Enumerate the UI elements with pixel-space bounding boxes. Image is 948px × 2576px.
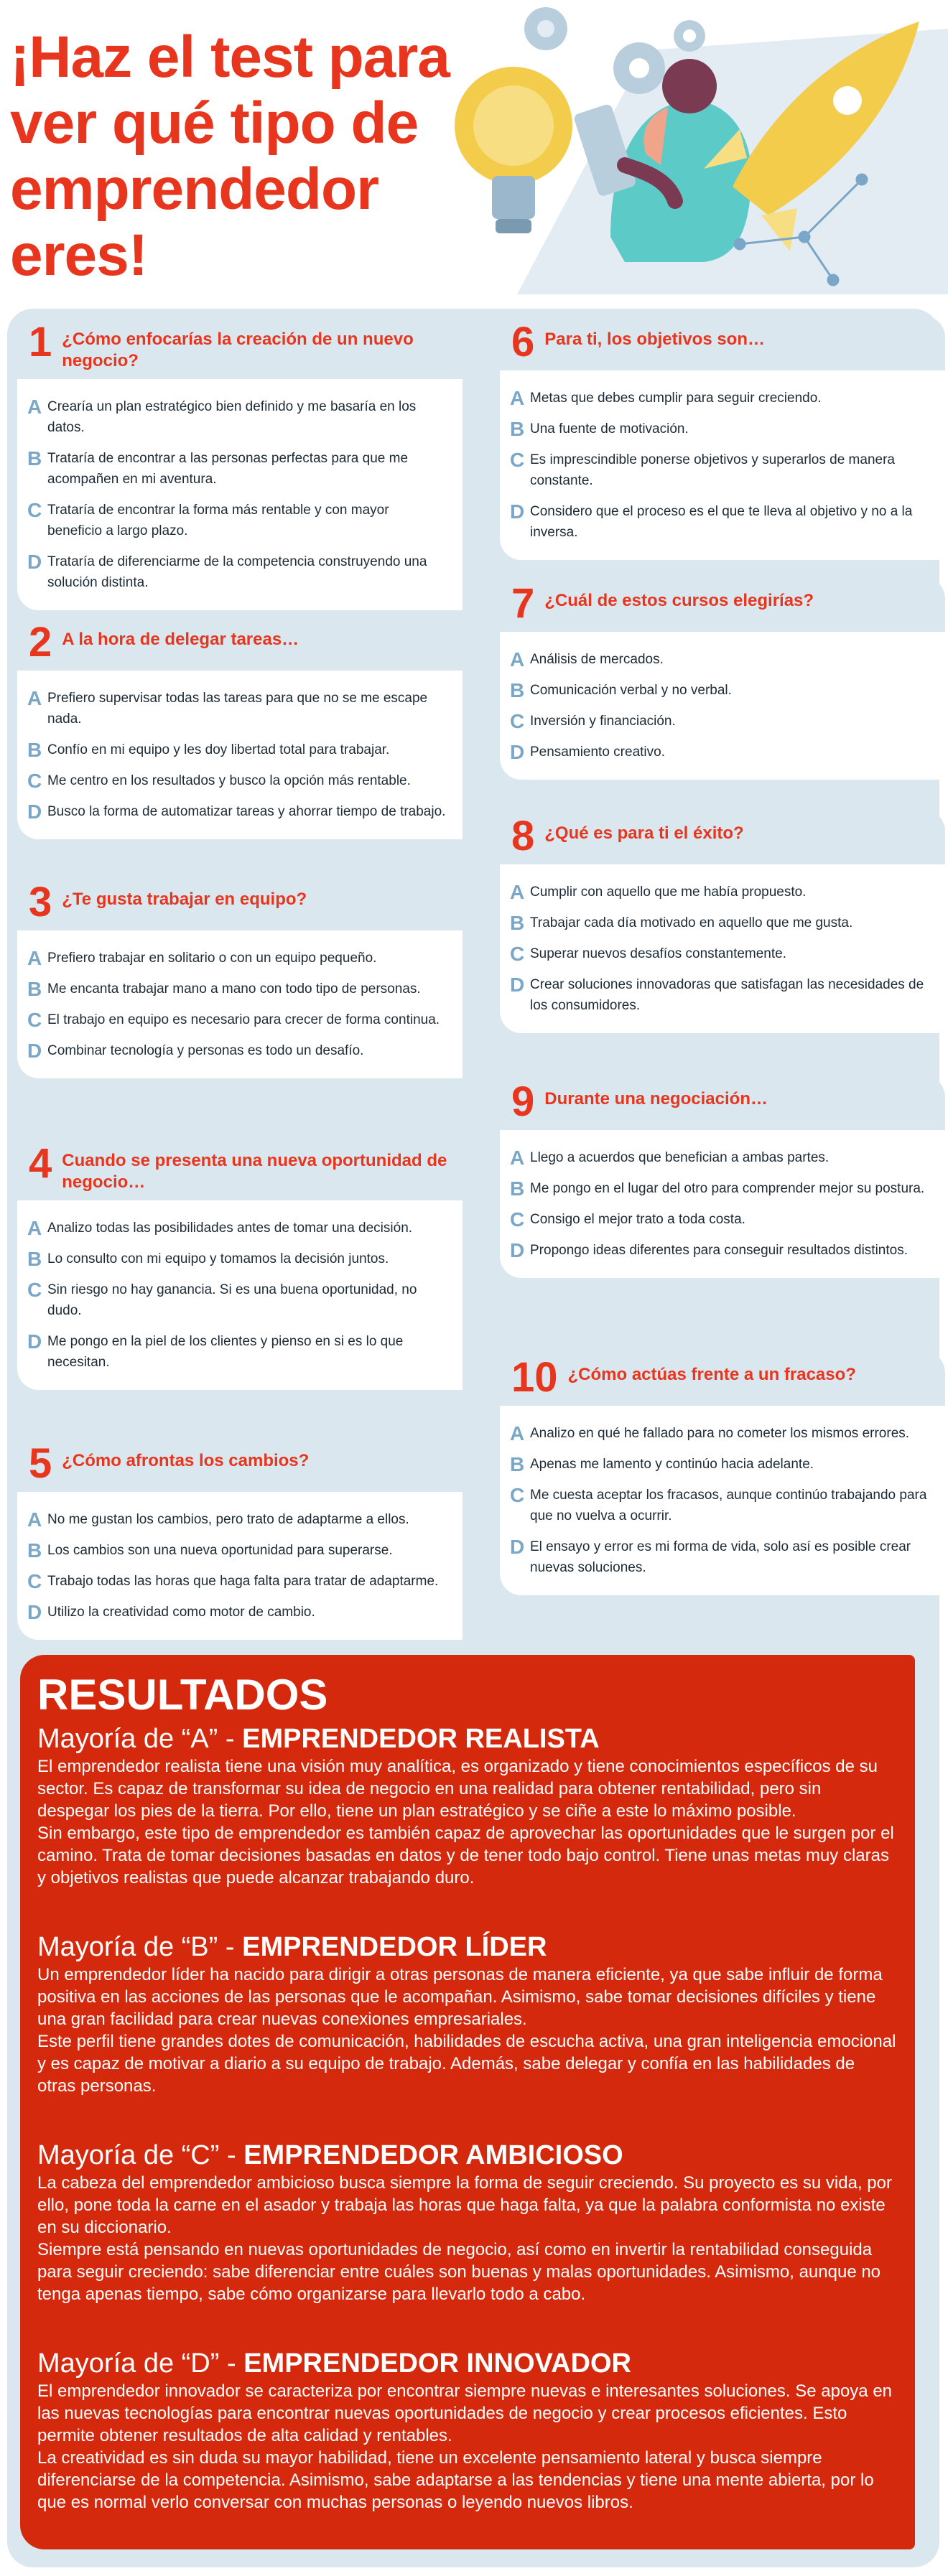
option-letter: B — [27, 978, 42, 1000]
option-d — [510, 1536, 929, 1578]
option-letter: A — [27, 1217, 42, 1239]
option-a — [27, 1218, 447, 1238]
option-letter: B — [27, 739, 42, 761]
option-text: Apenas me lamento y continúo hacia adelante. — [530, 1457, 814, 1472]
question-number: 7 — [511, 580, 535, 627]
profile-paragraph: Sin embargo, este tipo de emprendedor es también capaz de aprovechar las oportunidades que le surgen por el camino. Trata de tomar decisiones basadas en datos y de tener todo bajo control. Tiene unas metas muy claras y objetivos realistas que puede alcanzar trabajando duro. — [37, 1824, 894, 1887]
option-letter: A — [510, 648, 525, 671]
option-b — [510, 1454, 929, 1475]
option-a — [27, 1509, 447, 1530]
option-letter: A — [510, 387, 525, 409]
question-number: 3 — [29, 879, 52, 925]
question-options — [500, 632, 945, 780]
option-c — [510, 711, 929, 732]
header — [0, 0, 948, 302]
option-text: Análisis de mercados. — [530, 652, 664, 667]
question-text: Durante una negociación… — [544, 1089, 768, 1109]
option-letter: C — [27, 1279, 42, 1301]
question-text: ¿Te gusta trabajar en equipo? — [62, 890, 307, 909]
option-letter: A — [510, 1147, 525, 1169]
question-card — [17, 316, 463, 610]
question-options — [17, 930, 463, 1078]
profile-realista — [37, 1724, 898, 1889]
option-letter: C — [510, 943, 525, 965]
question-card — [500, 316, 945, 560]
question-text: ¿Cómo actúas frente a un fracaso? — [567, 1365, 856, 1384]
option-text: Pensamiento creativo. — [530, 745, 665, 760]
option-text: Prefiero supervisar todas las tareas para que no se me escape nada. — [47, 691, 428, 727]
option-c — [27, 1279, 447, 1321]
option-text: Una fuente de motivación. — [530, 421, 689, 437]
option-text: Trabajar cada día motivado en aquello que me gusta. — [530, 915, 853, 930]
option-letter: B — [27, 1539, 42, 1562]
question-card — [17, 876, 463, 1078]
question-number: 1 — [29, 319, 52, 365]
option-letter: D — [510, 500, 525, 523]
option-a — [27, 948, 447, 969]
profile-heading — [37, 1724, 898, 1754]
option-letter: C — [27, 1570, 42, 1592]
profile-paragraph: La creatividad es sin duda su mayor habilidad, tiene un excelente pensamiento lateral y busca siempre diferenciarse de la competencia. Asimismo, sabe adaptarse a las tendencias y tiene una mente abierta, por lo que es normal verlo conversar con muchas personas o leyendo nuevos libros. — [37, 2448, 874, 2512]
option-letter: D — [510, 1239, 525, 1261]
question-number: 8 — [511, 813, 535, 859]
option-text: Es imprescindible ponerse objetivos y superarlos de manera constante. — [530, 452, 895, 488]
option-letter: D — [510, 741, 525, 763]
question-card — [17, 1437, 463, 1640]
question-number: 9 — [511, 1078, 535, 1125]
gear-icon — [524, 7, 567, 50]
option-letter: D — [510, 974, 525, 996]
question-header — [500, 1351, 945, 1406]
option-b — [27, 739, 447, 760]
option-letter: C — [27, 1009, 42, 1031]
page-title: ¡Haz el test para ver qué tipo de emprendedor eres! — [10, 24, 450, 288]
option-letter: A — [27, 1508, 42, 1531]
profile-name: EMPRENDEDOR LÍDER — [242, 1932, 547, 1962]
question-header — [500, 577, 945, 632]
option-letter: B — [27, 1248, 42, 1270]
option-text: Inversión y financiación. — [530, 714, 676, 729]
option-text: Analizo todas las posibilidades antes de tomar una decisión. — [47, 1221, 413, 1236]
option-letter: A — [27, 947, 42, 969]
profile-name: EMPRENDEDOR AMBICIOSO — [243, 2140, 623, 2170]
results-section — [20, 1655, 915, 2549]
option-b — [27, 1249, 447, 1269]
question-header — [500, 1075, 945, 1130]
question-card — [500, 1075, 945, 1278]
profile-heading — [37, 2348, 898, 2379]
question-header — [500, 810, 945, 864]
question-text: ¿Qué es para ti el éxito? — [544, 823, 744, 843]
option-letter: A — [510, 881, 525, 903]
option-text: Crear soluciones innovadoras que satisfagan las necesidades de los consumidores. — [530, 977, 924, 1013]
profile-name: EMPRENDEDOR REALISTA — [242, 1724, 600, 1754]
option-text: Sin riesgo no hay ganancia. Si es una buena oportunidad, no dudo. — [47, 1282, 417, 1318]
profile-prefix: Mayoría de “B” - — [37, 1932, 235, 1962]
option-letter: D — [27, 801, 42, 823]
option-c — [510, 1209, 929, 1230]
option-text: El ensayo y error es mi forma de vida, solo así es posible crear nuevas soluciones. — [530, 1539, 911, 1575]
option-text: Trataría de encontrar a las personas perfectas para que me acompañen en mi aventura. — [47, 451, 409, 487]
question-text: Cuando se presenta una nueva oportunidad de negocio… — [62, 1151, 447, 1192]
option-letter: D — [27, 1040, 42, 1062]
question-card — [17, 1137, 463, 1390]
option-d — [510, 1240, 929, 1261]
question-number: 4 — [29, 1140, 52, 1187]
option-letter: C — [27, 499, 42, 521]
option-d — [27, 801, 447, 822]
option-text: Llego a acuerdos que benefician a ambas partes. — [530, 1150, 830, 1165]
profile-name: EMPRENDEDOR INNOVADOR — [243, 2348, 631, 2379]
option-letter: A — [510, 1422, 525, 1445]
question-header — [500, 316, 945, 370]
option-d — [510, 974, 929, 1016]
option-c — [510, 449, 929, 491]
option-a — [510, 388, 929, 409]
option-b — [510, 1178, 929, 1199]
profile-heading — [37, 1932, 898, 1962]
option-letter: B — [510, 418, 525, 440]
option-letter: D — [27, 1330, 42, 1353]
profile-paragraph: La cabeza del emprendedor ambicioso busca siempre la forma de seguir creciendo. Su proyecto es su vida, por ello, pone toda la carne en el asador y trabaja las horas que haga falta, ya que la palabra conformista no existe en su diccionario. — [37, 2173, 892, 2237]
entrepreneur-illustration — [431, 0, 948, 302]
question-options — [17, 671, 463, 839]
question-header — [17, 876, 463, 930]
option-text: Analizo en qué he fallado para no cometer los mismos errores. — [530, 1426, 910, 1441]
option-c — [27, 1009, 447, 1030]
profile-paragraph: El emprendedor realista tiene una visión muy analítica, es organizado y tiene conocimientos específicos de su sector. Es capaz de transformar su idea de negocio en una realidad para obtener rentabilidad, pero sin despegar los pies de la tierra. Por ello, tiene un plan estratégico y se ciñe a este lo máximo posible. — [37, 1757, 878, 1821]
question-card — [500, 810, 945, 1033]
option-text: Cumplir con aquello que me había propuesto. — [530, 885, 807, 900]
option-text: Combinar tecnología y personas es todo un desafío. — [47, 1043, 364, 1058]
option-a — [510, 649, 929, 670]
question-options — [17, 379, 463, 610]
gear-icon — [674, 20, 705, 52]
option-letter: B — [510, 1453, 525, 1475]
profile-paragraph: Siempre está pensando en nuevas oportunidades de negocio, así como en invertir la rentabilidad conseguida para seguir creciendo: sabe diferenciar entre cuáles son buenas y malas oportunidades. Asimismo, aunque no tenga apenas tiempo, sabe cómo organizarse para llevarlo todo a cabo. — [37, 2240, 881, 2304]
question-number: 6 — [511, 319, 535, 365]
question-number: 5 — [29, 1440, 52, 1487]
option-a — [27, 688, 447, 729]
option-d — [27, 1602, 447, 1623]
question-text: ¿Cómo afrontas los cambios? — [62, 1451, 310, 1470]
question-options — [500, 1406, 945, 1595]
profile-paragraph: Un emprendedor líder ha nacido para dirigir a otras personas de manera eficiente, ya que sabe influir de forma positiva en las acciones de las personas que le acompañan. Asimismo, sabe tomar decisiones difíciles y tiene una gran facilidad para crear nuevas conexiones empresariales. — [37, 1965, 883, 2029]
option-text: Comunicación verbal y no verbal. — [530, 683, 732, 698]
option-c — [510, 943, 929, 964]
profile-prefix: Mayoría de “D” - — [37, 2348, 236, 2379]
profile-prefix: Mayoría de “A” - — [37, 1724, 235, 1754]
question-options — [17, 1492, 463, 1640]
question-options — [500, 1130, 945, 1278]
option-text: El trabajo en equipo es necesario para crecer de forma continua. — [47, 1012, 440, 1027]
option-text: No me gustan los cambios, pero trato de adaptarme a ellos. — [47, 1512, 409, 1527]
question-number: 2 — [29, 619, 52, 666]
option-b — [27, 1540, 447, 1561]
question-options — [500, 370, 945, 560]
question-header — [17, 616, 463, 671]
option-b — [510, 419, 929, 439]
option-text: Prefiero trabajar en solitario o con un equipo pequeño. — [47, 951, 377, 966]
option-d — [27, 1040, 447, 1061]
option-c — [27, 500, 447, 541]
question-options — [17, 1200, 463, 1390]
lightbulb-icon — [455, 67, 572, 233]
profile-lider — [37, 1932, 898, 2097]
question-options — [500, 864, 945, 1033]
option-letter: C — [510, 1484, 525, 1506]
question-header — [17, 316, 463, 379]
option-text: Confío en mi equipo y les doy libertad total para trabajar. — [47, 742, 390, 757]
option-text: Trabajo todas las horas que haga falta para tratar de adaptarme. — [47, 1574, 439, 1589]
option-b — [510, 680, 929, 701]
option-letter: D — [27, 551, 42, 573]
option-text: Busco la forma de automatizar tareas y ahorrar tiempo de trabajo. — [47, 804, 446, 819]
option-text: Me cuesta aceptar los fracasos, aunque continúo trabajando para que no vuelva a ocurrir. — [530, 1488, 927, 1523]
option-letter: C — [510, 1208, 525, 1231]
option-text: Los cambios son una nueva oportunidad para superarse. — [47, 1543, 393, 1558]
option-text: Me centro en los resultados y busco la opción más rentable. — [47, 773, 411, 788]
option-text: Trataría de encontrar la forma más rentable y con mayor beneficio a largo plazo. — [47, 503, 389, 538]
option-letter: B — [510, 1177, 525, 1200]
option-text: Utilizo la creatividad como motor de cambio. — [47, 1605, 315, 1620]
option-d — [510, 501, 929, 543]
option-text: Metas que debes cumplir para seguir creciendo. — [530, 391, 822, 406]
question-card — [500, 1351, 945, 1595]
profile-paragraph: El emprendedor innovador se caracteriza por encontrar siempre nuevas e interesantes soluciones. Se apoya en las nuevas tecnologías para encontrar nuevas oportunidades de negocio y crear procesos eficientes. Esto permite obtener resultados de alta calidad y rentables. — [37, 2381, 893, 2445]
option-text: Me pongo en el lugar del otro para comprender mejor su postura. — [530, 1181, 925, 1196]
option-text: Lo consulto con mi equipo y tomamos la decisión juntos. — [47, 1251, 389, 1266]
option-letter: C — [27, 770, 42, 792]
option-letter: B — [27, 447, 42, 470]
question-card — [17, 616, 463, 839]
question-text: ¿Cuál de estos cursos elegirías? — [544, 591, 814, 610]
option-text: Me encanta trabajar mano a mano con todo tipo de personas. — [47, 981, 421, 997]
option-b — [510, 913, 929, 933]
gear-icon — [613, 42, 665, 94]
question-header — [17, 1137, 463, 1200]
option-d — [27, 551, 447, 593]
question-number: 10 — [511, 1354, 558, 1401]
option-letter: D — [510, 1536, 525, 1558]
option-text: Me pongo en la piel de los clientes y pienso en si es lo que necesitan. — [47, 1334, 404, 1370]
option-letter: C — [510, 710, 525, 732]
option-b — [27, 979, 447, 999]
option-a — [510, 1147, 929, 1168]
option-c — [510, 1485, 929, 1526]
option-text: Propongo ideas diferentes para conseguir resultados distintos. — [530, 1243, 908, 1258]
option-a — [27, 396, 447, 438]
option-c — [27, 1571, 447, 1592]
question-card — [500, 577, 945, 780]
option-d — [27, 1331, 447, 1373]
question-header — [17, 1437, 463, 1492]
option-text: Superar nuevos desafíos constantemente. — [530, 946, 787, 961]
option-a — [510, 882, 929, 902]
profile-paragraph: Este perfil tiene grandes dotes de comunicación, habilidades de escucha activa, una gran inteligencia emocional y es capaz de motivar a diario a su equipo de trabajo. Además, sabe delegar y confía en las habilidades de otras personas. — [37, 2032, 896, 2096]
option-letter: D — [27, 1601, 42, 1623]
option-letter: C — [510, 449, 525, 471]
option-a — [510, 1423, 929, 1444]
option-letter: B — [510, 679, 525, 701]
results-title: RESULTADOS — [37, 1671, 328, 1719]
option-letter: A — [27, 687, 42, 709]
question-text: A la hora de delegar tareas… — [62, 630, 299, 649]
option-letter: B — [510, 912, 525, 934]
option-d — [510, 742, 929, 762]
option-b — [27, 448, 447, 490]
option-text: Considero que el proceso es el que te lleva al objetivo y no a la inversa. — [530, 504, 913, 540]
option-text: Crearía un plan estratégico bien definido y me basaría en los datos. — [47, 399, 417, 435]
option-text: Consigo el mejor trato a toda costa. — [530, 1212, 745, 1227]
option-c — [27, 770, 447, 791]
option-text: Trataría de diferenciarme de la competencia construyendo una solución distinta. — [47, 554, 427, 590]
question-text: Para ti, los objetivos son… — [544, 330, 766, 349]
profile-prefix: Mayoría de “C” - — [37, 2140, 236, 2170]
profile-ambicioso — [37, 2140, 898, 2305]
profile-innovador — [37, 2348, 898, 2514]
option-letter: A — [27, 396, 42, 418]
profile-heading — [37, 2140, 898, 2170]
question-text: ¿Cómo enfocarías la creación de un nuevo negocio? — [62, 330, 414, 370]
